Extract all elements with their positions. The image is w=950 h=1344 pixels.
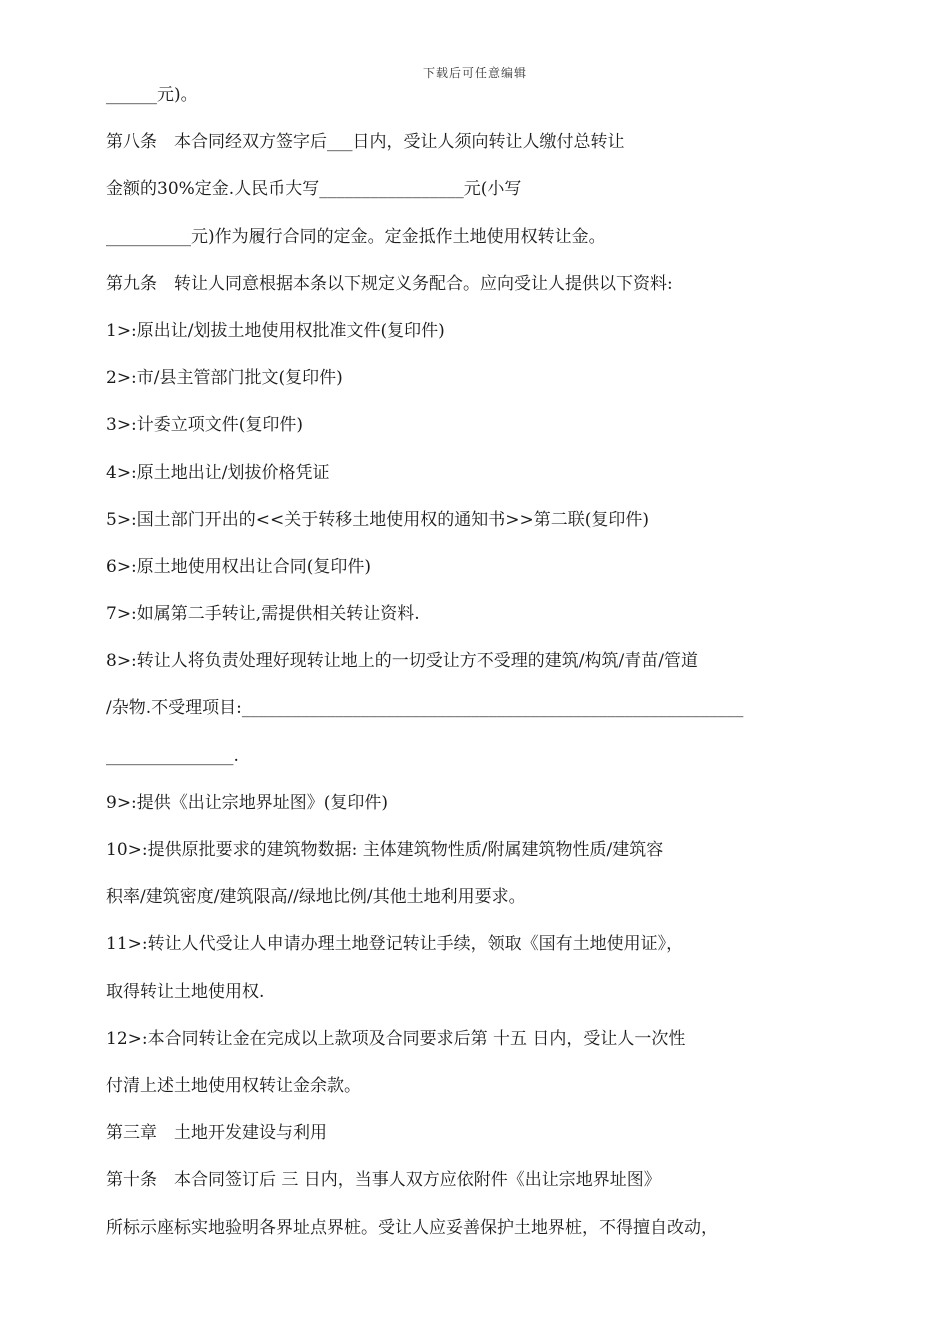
text-line: 所标示座标实地验明各界址点界桩。受让人应妥善保护土地界桩，不得擅自改动， (106, 1217, 718, 1238)
document-body (106, 78, 866, 1258)
text-line: _______________. (106, 745, 239, 766)
article-9-line: 第九条 转让人同意根据本条以下规定义务配合。应向受让人提供以下资料: (106, 273, 673, 294)
article-8-line: 第八条 本合同经双方签字后___日内，受让人须向转让人缴付总转让 (106, 132, 625, 153)
text-line: __________元)作为履行合同的定金。定金抵作土地使用权转让金。 (106, 226, 606, 247)
text-line: 积率/建筑密度/建筑限高//绿地比例/其他土地利用要求。 (106, 887, 526, 908)
article-10-line: 第十条 本合同签订后 三 日内，当事人双方应依附件《出让宗地界址图》 (106, 1170, 661, 1191)
text-line: /杂物.不受理项目:___________________________________________________________ (106, 698, 744, 719)
list-item: 12>:本合同转让金在完成以上款项及合同要求后第 十五 日内，受让人一次性 (106, 1028, 686, 1049)
list-item: 11>:转让人代受让人申请办理土地登记转让手续，领取《国有土地使用证》， (106, 934, 684, 955)
list-item: 8>:转让人将负责处理好现转让地上的一切受让方不受理的建筑/构筑/青苗/管道 (106, 651, 698, 672)
page-header: 下载后可任意编辑 (422, 66, 527, 80)
list-item: 6>:原土地使用权出让合同(复印件) (106, 556, 372, 577)
text-line: 付清上述土地使用权转让金余款。 (106, 1075, 361, 1096)
text-line: ______元)。 (106, 85, 198, 105)
text-line: 取得转让土地使用权. (106, 981, 265, 1002)
list-item: 9>:提供《出让宗地界址图》(复印件) (106, 792, 389, 813)
list-item: 1>:原出让/划拔土地使用权批准文件(复印件) (106, 320, 445, 341)
list-item: 7>:如属第二手转让,需提供相关转让资料. (106, 604, 420, 625)
list-item: 2>:市/县主管部门批文(复印件) (106, 368, 343, 389)
list-item: 5>:国土部门开出的<<关于转移土地使用权的通知书>>第二联(复印件) (106, 509, 650, 530)
text-line: 金额的30%定金.人民币大写_________________元(小写 (106, 179, 522, 200)
list-item: 4>:原土地出让/划拔价格凭证 (106, 462, 330, 483)
chapter-heading: 第三章 土地开发建设与利用 (106, 1123, 327, 1144)
list-item: 3>:计委立项文件(复印件) (106, 415, 304, 436)
list-item: 10>:提供原批要求的建筑物数据: 主体建筑物性质/附属建筑物性质/建筑容 (106, 840, 664, 860)
